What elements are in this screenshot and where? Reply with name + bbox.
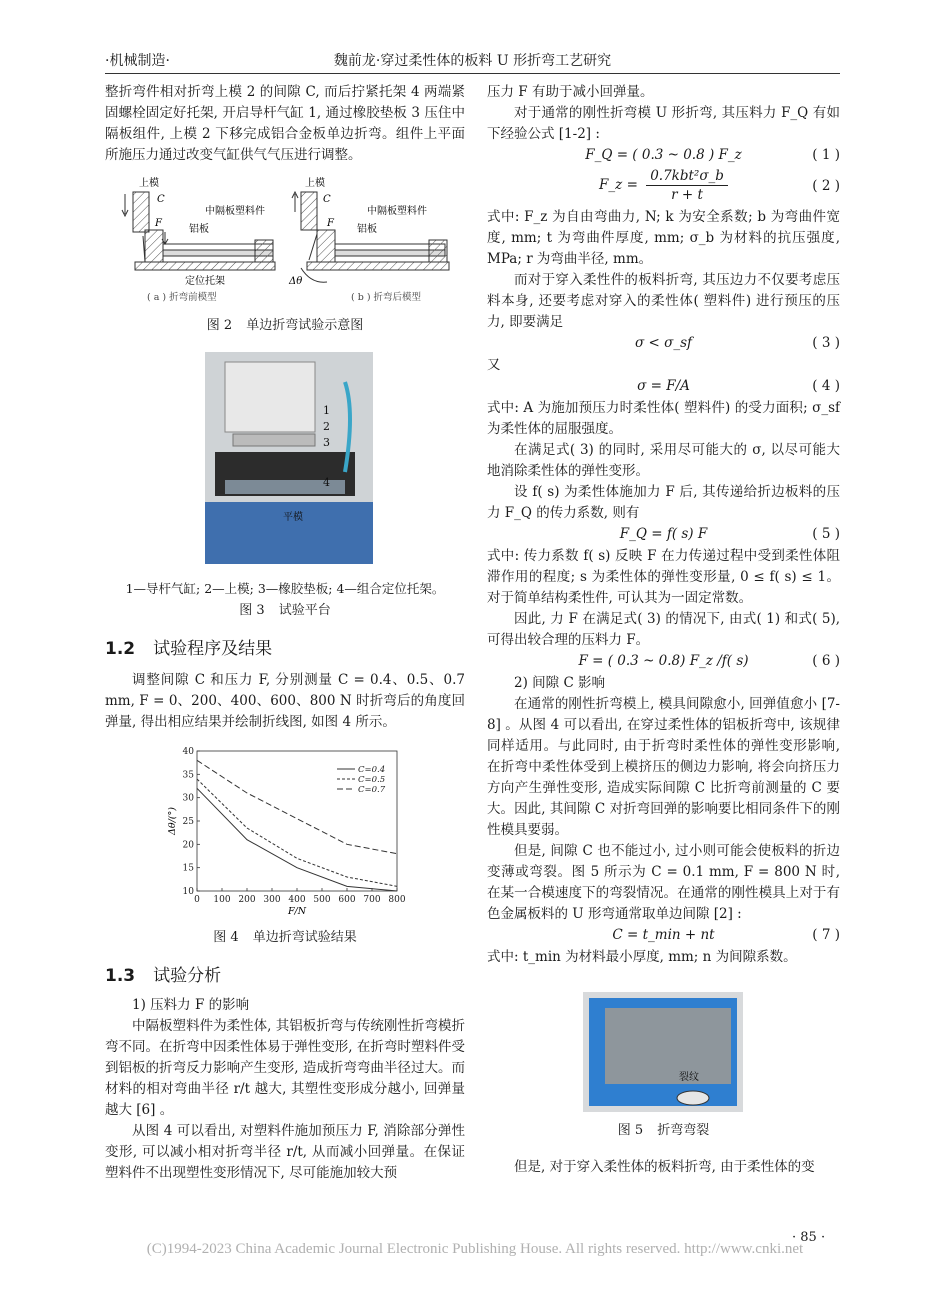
equation-body: F_Q = ( 0.3 ~ 0.8 ) F_z — [585, 147, 742, 163]
paragraph: 在满足式( 3) 的同时, 采用尽可能大的 σ, 以尽可能大地消除柔性体的弹性变形。 — [487, 442, 840, 479]
x-tick-label: 700 — [363, 895, 381, 905]
equation-numerator: 0.7kbt²σ_b — [646, 167, 728, 186]
equation-lhs: F_z = — [599, 177, 638, 193]
figure-4-caption — [105, 927, 465, 948]
section-title: 试验程序及结果 — [153, 639, 273, 659]
paragraph: 中隔板塑料件为柔性体, 其铝板折弯与传统刚性折弯模折弯不同。在折弯中因柔性体易于弹性变形, 在折弯时塑料件受到铝板的折弯反力影响产生变形, 造成折弯弯曲半径过大。而材料的相对弯曲半径 r/t 越大, 其塑性变形成分越小, 回弹量越大 [6] 。 — [105, 1018, 465, 1118]
y-tick-label: 30 — [182, 793, 194, 804]
figure-3-caption — [105, 600, 465, 621]
equation-1 — [487, 145, 840, 167]
right-column — [487, 82, 840, 1178]
figure-2-caption — [105, 315, 465, 336]
figure-number: 图 4 — [213, 930, 239, 945]
y-tick-label: 10 — [182, 887, 194, 897]
figure-title: 单边折弯试验结果 — [252, 930, 357, 945]
y-tick-label: 15 — [182, 863, 194, 874]
figure-title: 单边折弯试验示意图 — [246, 318, 364, 333]
y-tick-label: 40 — [182, 747, 194, 757]
text-you: 又 — [487, 357, 501, 373]
figure-3-photo — [205, 352, 373, 564]
paragraph: 压力 F 有助于减小回弹量。 — [487, 84, 654, 100]
y-tick-label: 20 — [182, 840, 194, 851]
equation-body: σ = F/A — [637, 378, 690, 394]
equation-body: F = ( 0.3 ~ 0.8) F_z /f( s) — [578, 653, 749, 669]
article-title-header: 魏前龙·穿过柔性体的板料 U 形折弯工艺研究 — [333, 53, 612, 69]
x-tick-label: 100 — [213, 895, 231, 905]
paragraph: 从图 4 可以看出, 对塑料件施加预压力 F, 消除部分弹性变形, 可以减小相对折弯半径 r/t, 从而减小回弹量。在保证塑料件不出现塑性变形情况下, 尽可能施加较大预 — [105, 1123, 465, 1181]
legend-label: C=0.4 — [358, 765, 386, 775]
equation-number: ( 7 ) — [812, 927, 840, 943]
copyright-footer: (C)1994-2023 China Academic Journal Electronic Publishing House. All rights reserved. http://www.cnki.net — [146, 1241, 804, 1257]
subheading: 1) 压料力 F 的影响 — [132, 997, 250, 1013]
equation-3 — [487, 333, 840, 355]
page-number: · 85 · — [792, 1230, 826, 1245]
label-f: F — [155, 218, 162, 229]
section-title: 试验分析 — [153, 966, 222, 986]
figure-3-legend: 1—导杆气缸; 2—上模; 3—橡胶垫板; 4—组合定位托架。 — [125, 581, 445, 596]
paragraph: 因此, 力 F 在满足式( 3) 的情况下, 由式( 1) 和式( 5), 可得出较合理的压料力 F。 — [487, 611, 840, 648]
equation-denominator: r + t — [671, 187, 703, 203]
subfigure-b — [288, 176, 449, 303]
equation-7 — [487, 925, 840, 947]
figure-4-chart — [105, 741, 465, 921]
subfigure-a — [122, 176, 275, 303]
equation-number: ( 6 ) — [812, 653, 840, 669]
paragraph: 对于通常的刚性折弯模 U 形折弯, 其压料力 F_Q 有如下经验公式 [1-2] : — [487, 105, 840, 142]
y-tick-label: 35 — [182, 770, 194, 781]
figure-5-caption — [487, 1120, 840, 1141]
equation-fraction — [646, 167, 728, 204]
x-tick-label: 600 — [338, 895, 356, 905]
series-line — [197, 779, 397, 886]
figure-number: 图 3 — [239, 603, 265, 618]
equation-number: ( 4 ) — [812, 378, 840, 394]
legend-label: C=0.5 — [358, 775, 386, 785]
label-delta: Δθ — [289, 276, 303, 287]
label-bracket: 定位托架 — [185, 276, 225, 287]
paragraph: 但是, 间隙 C 也不能过小, 过小则可能会使板料的折边变薄或弯裂。图 5 所示为 C = 0.1 mm, F = 800 N 时, 在某一合模速度下的弯裂情况。在通常的刚性模具上对于有色金属板料的 U 形弯通常取单边间隙 [2] : — [487, 843, 840, 922]
photo-label-1: 1 — [323, 404, 330, 417]
figure-title: 折弯弯裂 — [657, 1123, 710, 1138]
paragraph: 而对于穿入柔性件的板料折弯, 其压边力不仅要考虑压料本身, 还要考虑对穿入的柔性体( 塑料件) 进行预压的压力, 即要满足 — [487, 272, 840, 330]
paragraph: 在通常的刚性折弯模上, 模具间隙愈小, 回弹值愈小 [7-8] 。从图 4 可以看出, 在穿过柔性体的铝板折弯中, 该规律同样适用。与此同时, 由于折弯时柔性体的弹性变形影响, 在折弯中柔性体受到上模挤压的侧边力影响, 将会向挤压力方向产生弹性变形, 造成实际间隙 C 比折弯前测量的 C 要大。因此, 其间隙 C 对折弯回弹的影响要比相同条件下的刚性模具要弱。 — [487, 696, 840, 838]
section-heading-1-3 — [105, 966, 465, 987]
equation-body: C = t_min + nt — [612, 927, 715, 943]
photo-label-crack: 裂纹 — [679, 1072, 699, 1083]
subcaption-b: ( b ) 折弯后模型 — [351, 292, 422, 303]
section-heading-1-2 — [105, 639, 465, 660]
label-al-b: 铝板 — [357, 224, 377, 235]
x-tick-label: 400 — [288, 895, 306, 905]
equation-number: ( 1 ) — [812, 147, 840, 163]
paragraph: 式中: A 为施加预压力时柔性体( 塑料件) 的受力面积; σ_sf 为柔性体的屈服强度。 — [487, 400, 840, 437]
equation-2 — [487, 167, 840, 207]
label-upper-die: 上模 — [139, 178, 159, 189]
x-tick-label: 0 — [194, 895, 200, 905]
equation-body: σ < σ_sf — [635, 335, 692, 351]
label-f-b: F — [327, 218, 334, 229]
equation-number: ( 5 ) — [812, 526, 840, 542]
photo-label-3: 3 — [323, 436, 330, 449]
journal-name: ·机械制造· — [105, 53, 170, 69]
label-c-b: C — [323, 194, 331, 205]
section-number: 1.2 — [105, 639, 136, 659]
y-axis-label: Δθ/(°) — [167, 807, 178, 835]
paragraph: 式中: F_z 为自由弯曲力, N; k 为安全系数; b 为弯曲件宽度, mm; t 为弯曲件厚度, mm; σ_b 为材料的抗压强度, MPa; r 为弯曲半径, mm。 — [487, 209, 840, 267]
x-tick-label: 300 — [263, 895, 281, 905]
photo-label-flat: 平模 — [283, 512, 303, 523]
x-tick-label: 800 — [388, 895, 406, 905]
x-tick-label: 500 — [313, 895, 331, 905]
label-upper-die-b: 上模 — [305, 178, 325, 189]
paragraph: 式中: t_min 为材料最小厚度, mm; n 为间隙系数。 — [487, 949, 797, 965]
y-tick-label: 25 — [182, 817, 194, 827]
section-number: 1.3 — [105, 966, 136, 986]
x-axis-label: F/N — [287, 906, 307, 917]
paragraph: 式中: 传力系数 f( s) 反映 F 在力传递过程中受到柔性体阻滞作用的程度; s 为柔性体的弹性变形量, 0 ≤ f( s) ≤ 1。对于简单结构柔性件, 可认其为一固定常数。 — [487, 548, 840, 606]
figure-number: 图 5 — [617, 1123, 644, 1138]
label-al: 铝板 — [189, 224, 209, 235]
figure-2-diagram — [105, 172, 465, 307]
label-plastic-b: 中隔板塑料件 — [367, 206, 427, 217]
equation-4 — [487, 376, 840, 398]
photo-label-2: 2 — [323, 420, 330, 433]
label-plastic: 中隔板塑料件 — [205, 206, 265, 217]
equation-6 — [487, 651, 840, 673]
photo-label-4: 4 — [323, 476, 330, 489]
legend-label: C=0.7 — [358, 785, 386, 795]
left-column — [105, 82, 465, 1184]
x-tick-label: 200 — [238, 895, 256, 905]
subcaption-a: ( a ) 折弯前模型 — [147, 292, 217, 303]
figure-title: 试验平台 — [278, 603, 331, 618]
equation-number: ( 3 ) — [812, 335, 840, 351]
figure-5-photo — [583, 992, 743, 1112]
paragraph: 设 f( s) 为柔性体施加力 F 后, 其传递给折边板料的压力 F_Q 的传力系数, 则有 — [487, 484, 840, 521]
subheading: 2) 间隙 C 影响 — [514, 675, 606, 691]
paragraph: 但是, 对于穿入柔性体的板料折弯, 由于柔性体的变 — [514, 1159, 815, 1175]
paragraph: 整折弯件相对折弯上模 2 的间隙 C, 而后拧紧托架 4 两端紧固螺栓固定好托架, 开启导杆气缸 1, 通过橡胶垫板 3 压住中隔板组件, 上模 2 下移完成铝合金板单边折弯。组件上平面所施压力通过改变气缸供气气压进行调整。 — [105, 84, 465, 163]
running-header — [105, 48, 840, 74]
equation-number: ( 2 ) — [812, 178, 840, 194]
label-c: C — [157, 194, 165, 205]
paragraph: 调整间隙 C 和压力 F, 分别测量 C = 0.4、0.5、0.7 mm, F = 0、200、400、600、800 N 时折弯后的角度回弹量, 得出相应结果并绘制折线图, 如图 4 所示。 — [105, 672, 465, 730]
equation-5 — [487, 524, 840, 546]
equation-body: F_Q = f( s) F — [619, 526, 708, 542]
figure-number: 图 2 — [206, 318, 233, 333]
series-line — [197, 788, 397, 891]
